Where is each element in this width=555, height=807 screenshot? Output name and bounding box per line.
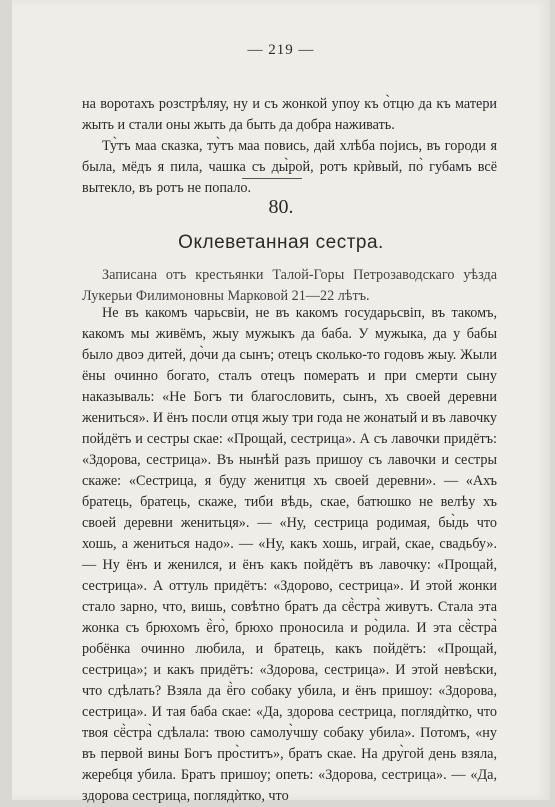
paragraph: на воротахъ розстрѣляу, ну и съ жонкой упоу къ о̀тцю да къ матери жыть и стали оны жыть да быть да добра наживать.	[82, 96, 497, 133]
story-body	[82, 303, 497, 807]
paragraph: Не въ какомъ чарьсвіи, не въ какомъ государьсвіп, въ такомъ, какомъ мы живёмъ, жыу мужыкъ да баба. У мужыка, да у бабы было двоэ дитей, до̀чи да сынъ; отецъ сколько-то годовъ жыу. Жыли ёны очинно богато, сталъ отецъ померать и при смерти сыну наказываль: «Не Богъ ти благословить, сынъ, хъ своей деревни жениться». И ёнъ посли отця жыу три года не жонатый и въ лавочку пойдётъ и сестры скае: «Прощай, сестрица». А съ лавочки придётъ: «Здорова, сестрица». Въ нынѣй разъ пришоу съ лавочки и сестры скаже: «Сестрица, я буду женитця хъ своей деревни». — «Ахъ братець, братець, скаже, тиби вѣдь, скае, батюшко не велѣу хъ своей деревни женитьця». — «Ну, сестрица родимая, бы̀дь что хошь, а жениться надо». — «Ну, какъ хошь, играй, скае, свадьбу». — Ну ёнъ и женился, и ёнъ какъ пойдётъ въ лавочку: «Прощай, сестрица». А оттуль придётъ: «Здорово, сестрица». И этой жонки стало зарно, что, вишь, совѣтно братъ да сё̀стра̀ живутъ. Стала эта жонка съ брюхомъ ё̀го̀, брюхо проносила и ро̀дила. И эта сё̀стра̀ робёнка очинно любила, и братець, какъ пойдётъ: «Прощай, сестрица»; и какъ придётъ: «Здорова, сестрица». И этой невѣски, что сдѣлать? Взяла да ё̀го собаку убила, и ёнъ пришоу: «Здорова, сестрица». И тая баба скае: «Да, здорова сестрица, поглядѝтко, что твоя сё̀стра̀ сдѣлала: твою самолу̀чшу собаку убила». Потомъ, «ну въ первой вины Богъ про̀ститъ», братъ скае. На дру̀гой день взяла, жеребця убила. Братъ пришоу; опеть: «Здорова, сестрица». — «Да, здорова сестрица, поглядѝтко, что	[82, 305, 497, 804]
paragraph: Ту̀тъ маа сказка, ту̀тъ маа повись, дай хлѣба поjись, въ городи я была, мёдъ я пила, чашка съ ды̀рой, ротъ крѝвый, по̀ губамъ всё вытекло, въ ротъ не попало.	[82, 138, 497, 196]
source-note	[82, 265, 497, 307]
page-number: — 219 —	[247, 42, 315, 58]
section-divider	[242, 178, 302, 179]
story-number: 80.	[268, 196, 294, 218]
story-title: Оклеветанная сестра.	[178, 232, 384, 253]
book-page	[12, 0, 550, 804]
source-note-text: Записана отъ крестьянки Талой-Горы Петрозаводскаго уѣзда Лукерьи Филимоновны Марковой 21—22 лѣтъ.	[82, 267, 497, 304]
previous-story-ending	[82, 94, 497, 199]
